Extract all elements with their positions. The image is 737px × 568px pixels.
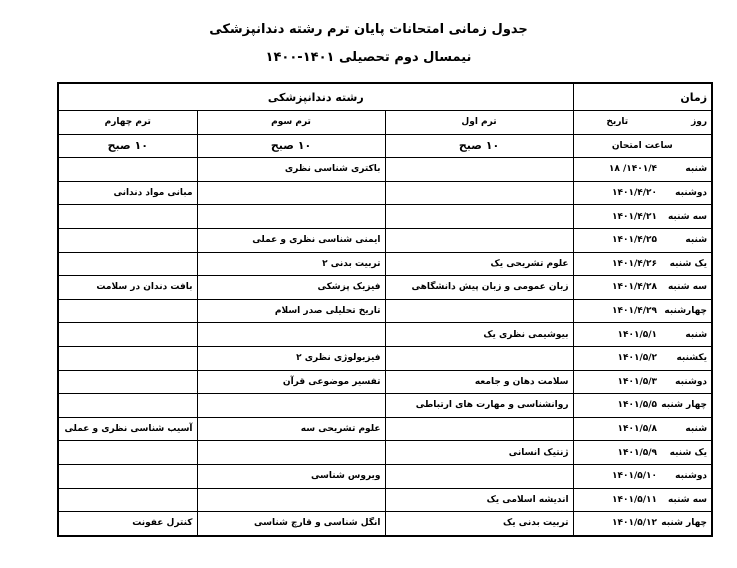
day-cell: سه شنبه: [661, 205, 712, 229]
page-subtitle: نیمسال دوم تحصیلی ۱۴۰۱-۱۴۰۰: [265, 50, 472, 65]
table-row: [58, 228, 712, 252]
term1-column-header: ترم اول: [385, 111, 573, 135]
table-row: [58, 158, 712, 182]
date-cell: ۱۴۰۱/۵/۱۰: [573, 464, 661, 488]
term3-course-cell: [197, 394, 385, 418]
date-cell: ۱۴۰۱/۵/۱۲: [573, 512, 661, 536]
date-cell: ۱۴۰۱/۴/ ۱۸: [573, 158, 661, 182]
term3-course-cell: تفسیر موضوعی قرآن: [197, 370, 385, 394]
term4-course-cell: [58, 205, 197, 229]
term1-course-cell: [385, 346, 573, 370]
term4-course-cell: [58, 252, 197, 276]
term3-column-header: ترم سوم: [197, 111, 385, 135]
term4-course-cell: بافت دندان در سلامت: [58, 276, 197, 300]
term3-course-cell: تاریخ تحلیلی صدر اسلام: [197, 299, 385, 323]
term3-course-cell: انگل شناسی و قارچ شناسی: [197, 512, 385, 536]
date-cell: ۱۴۰۱/۴/۲۸: [573, 276, 661, 300]
term3-course-cell: فیزیک پزشکی: [197, 276, 385, 300]
term4-course-cell: مبانی مواد دندانی: [58, 181, 197, 205]
date-cell: ۱۴۰۱/۵/۹: [573, 441, 661, 465]
day-cell: دوشنبه: [661, 181, 712, 205]
table-row: [58, 370, 712, 394]
table-row: [58, 488, 712, 512]
term4-course-cell: [58, 158, 197, 182]
date-cell: ۱۴۰۱/۴/۲۱: [573, 205, 661, 229]
term1-course-cell: [385, 299, 573, 323]
term1-exam-time: ۱۰ صبح: [385, 134, 573, 158]
term4-course-cell: آسیب شناسی نظری و عملی: [58, 417, 197, 441]
table-row: [58, 276, 712, 300]
table-row: [58, 299, 712, 323]
day-cell: سه شنبه: [661, 488, 712, 512]
day-cell: چهار شنبه: [661, 394, 712, 418]
term3-course-cell: تربیت بدنی ۲: [197, 252, 385, 276]
term4-course-cell: [58, 464, 197, 488]
term4-course-cell: [58, 394, 197, 418]
term4-course-cell: [58, 299, 197, 323]
term4-course-cell: [58, 346, 197, 370]
term1-course-cell: [385, 464, 573, 488]
table-row: [58, 464, 712, 488]
term1-course-cell: زبان عمومی و زبان پیش دانشگاهی: [385, 276, 573, 300]
term3-course-cell: علوم تشریحی سه: [197, 417, 385, 441]
header-row-2: [58, 111, 712, 135]
term1-course-cell: بیوشیمی نظری یک: [385, 323, 573, 347]
term1-course-cell: [385, 417, 573, 441]
term4-course-cell: [58, 441, 197, 465]
term4-course-cell: [58, 488, 197, 512]
date-cell: ۱۴۰۱/۵/۳: [573, 370, 661, 394]
day-cell: چهار شنبه: [661, 512, 712, 536]
term1-course-cell: علوم تشریحی یک: [385, 252, 573, 276]
date-column-header: تاریخ: [573, 111, 661, 135]
day-cell: شنبه: [661, 323, 712, 347]
table-row: [58, 252, 712, 276]
term3-course-cell: [197, 181, 385, 205]
day-cell: شنبه: [661, 417, 712, 441]
day-cell: یک شنبه: [661, 441, 712, 465]
term4-column-header: ترم چهارم: [58, 111, 197, 135]
term1-course-cell: [385, 181, 573, 205]
table-row: [58, 181, 712, 205]
table-row: [58, 205, 712, 229]
term4-course-cell: [58, 228, 197, 252]
time-header: زمان: [573, 83, 712, 111]
term1-course-cell: [385, 205, 573, 229]
day-cell: شنبه: [661, 158, 712, 182]
date-cell: ۱۴۰۱/۵/۸: [573, 417, 661, 441]
term3-course-cell: [197, 488, 385, 512]
day-cell: دوشنبه: [661, 464, 712, 488]
term3-exam-time: ۱۰ صبح: [197, 134, 385, 158]
term1-course-cell: تربیت بدنی یک: [385, 512, 573, 536]
term4-exam-time: ۱۰ صبح: [58, 134, 197, 158]
table-row: [58, 346, 712, 370]
term3-course-cell: [197, 323, 385, 347]
term1-course-cell: اندیشه اسلامی یک: [385, 488, 573, 512]
date-cell: ۱۴۰۱/۵/۱: [573, 323, 661, 347]
date-cell: ۱۴۰۱/۴/۲۰: [573, 181, 661, 205]
date-cell: ۱۴۰۱/۴/۲۵: [573, 228, 661, 252]
date-cell: ۱۴۰۱/۵/۱۱: [573, 488, 661, 512]
date-cell: ۱۴۰۱/۴/۲۹: [573, 299, 661, 323]
term4-course-cell: کنترل عفونت: [58, 512, 197, 536]
day-cell: یکشنبه: [661, 346, 712, 370]
day-column-header: روز: [661, 111, 712, 135]
term4-course-cell: [58, 370, 197, 394]
term3-course-cell: [197, 205, 385, 229]
page-title: جدول زمانی امتحانات پایان ترم رشته دندانپزشکی: [209, 22, 528, 37]
day-cell: سه شنبه: [661, 276, 712, 300]
term3-course-cell: باکتری شناسی نظری: [197, 158, 385, 182]
table-row: [58, 417, 712, 441]
term1-course-cell: سلامت دهان و جامعه: [385, 370, 573, 394]
header-row-1: [58, 83, 712, 111]
major-header: رشته دندانپزشکی: [58, 83, 573, 111]
date-cell: ۱۴۰۱/۵/۵: [573, 394, 661, 418]
day-cell: شنبه: [661, 228, 712, 252]
date-cell: ۱۴۰۱/۵/۲: [573, 346, 661, 370]
term4-course-cell: [58, 323, 197, 347]
day-cell: یک شنبه: [661, 252, 712, 276]
exam-time-label: ساعت امتحان: [573, 134, 712, 158]
header-row-3: [58, 134, 712, 158]
date-cell: ۱۴۰۱/۴/۲۶: [573, 252, 661, 276]
day-cell: چهارشنبه: [661, 299, 712, 323]
term3-course-cell: ویروس شناسی: [197, 464, 385, 488]
term1-course-cell: [385, 228, 573, 252]
term3-course-cell: ایمنی شناسی نظری و عملی: [197, 228, 385, 252]
term1-course-cell: ژنتیک انسانی: [385, 441, 573, 465]
term3-course-cell: فیزیولوژی نظری ۲: [197, 346, 385, 370]
table-row: [58, 441, 712, 465]
term1-course-cell: روانشناسی و مهارت های ارتباطی: [385, 394, 573, 418]
term1-course-cell: [385, 158, 573, 182]
table-row: [58, 323, 712, 347]
table-row: [58, 512, 712, 536]
day-cell: دوشنبه: [661, 370, 712, 394]
exam-schedule-table: [57, 82, 713, 537]
table-row: [58, 394, 712, 418]
term3-course-cell: [197, 441, 385, 465]
